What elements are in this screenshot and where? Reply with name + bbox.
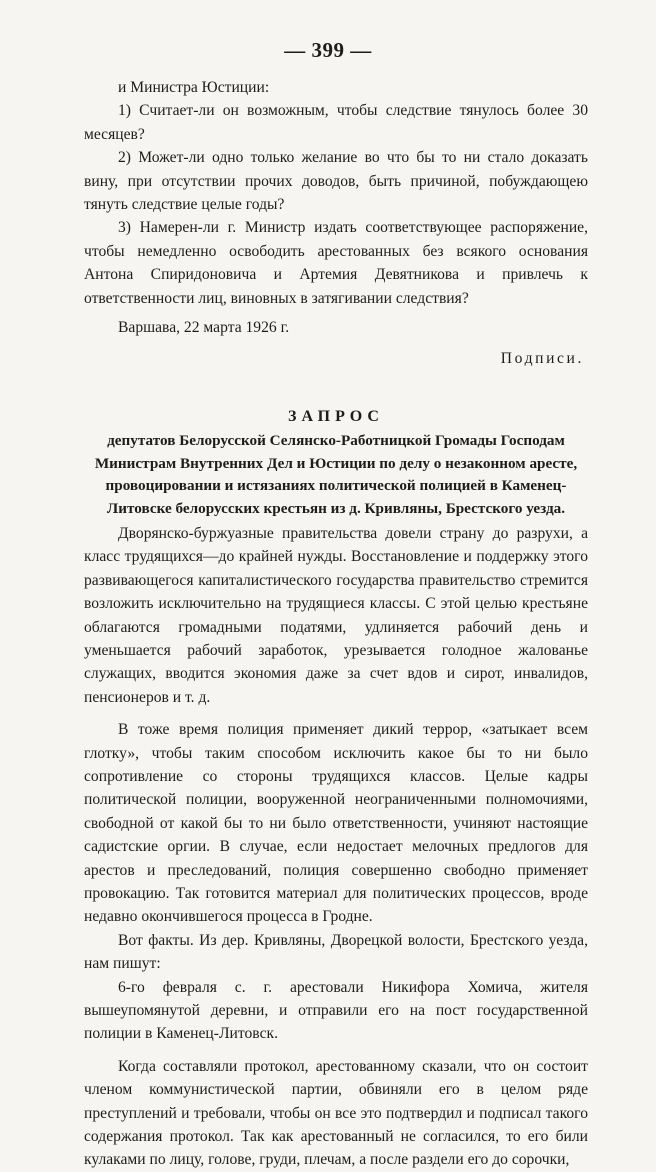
paragraph-1: Дворянско-буржуазные правительства довели страну до разрухи, а класс трудящихся—до крайней нужды. Восстановление и поддержку этого развивающегося капиталистического государства правительство стремится возложить исключительно на трудящиеся классы. С этой целью крестьяне облагаются громадными податями, удлиняется рабочий день и уменьшается рабочий заработок, урезывается голодное жалованье служащих, вводится экономия даже за счет вдов и сирот, инвалидов, пенсионеров и т. д. <box>84 524 588 706</box>
ministry-line: и Министра Юстиции: <box>118 79 270 96</box>
page-number: — 399 — <box>284 38 372 62</box>
paragraph-5: Когда составляли протокол, арестованному сказали, что он состоит членом коммунистической партии, обвиняли его в целом ряде преступлений и требовали, чтобы он все это подтвердил и подписал такого содержания протокол. Так как арестованный не согласился, то его били кулаками по лицу, голове, груди, плечам, а после раздели его до сорочки, <box>84 1057 588 1169</box>
question-3: 3) Намерен-ли г. Министр издать соответствующее распоряжение, чтобы немедленно освободить арестованных без всякого основания Антона Спиридоновича и Артемия Девятникова и привлечь к ответственности лиц, виновных в затягивании следствия? <box>84 219 588 307</box>
date-line: Варшава, 22 марта 1926 г. <box>118 319 290 337</box>
signature-line: Подписи. <box>500 350 584 368</box>
inquiry-heading: ЗАПРОС <box>288 407 384 425</box>
question-2: 2) Может-ли одно только желание во что бы то ни стало доказать вину, при отсутствии прочих доводов, быть причиной, побуждающею тянуть следствие целые годы? <box>84 149 588 214</box>
question-1: 1) Считает-ли он возможным, чтобы следствие тянулось более 30 месяцев? <box>84 102 588 143</box>
paragraph-2: В тоже время полиция применяет дикий террор, «затыкает всем глотку», чтобы таким способом исключить какое бы то ни было сопротивление со стороны трудящихся классов. Целые кадры политической полиции, вооруженной неограниченными полномочиями, свободной от какой бы то ни было ответственности, учиняют настоящие садистские оргии. В случае, если недостает мелочных предлогов для арестов и преследований, полиция совершенно свободно применяет провокацию. Так готовится материал для политических процессов, вроде недавно окончившегося процесса в Гродне. <box>84 721 588 926</box>
inquiry-subheading: депутатов Белорусской Селянско-Работницкой Громады Господам Министрам Внутренних Дел и Юстиции по делу о незаконном аресте, провоцировании и истязаниях политической полицией в Каменец-Литовске белорусских крестьян из д. Кривляны, Брестского уезда. <box>94 432 578 517</box>
paragraph-4: 6-го февраля с. г. арестовали Никифора Хомича, жителя вышеупомянутой деревни, и отправили его на пост государственной полиции в Каменец-Литовск. <box>84 978 588 1043</box>
page-body <box>84 76 588 1172</box>
paragraph-3: Вот факты. Из дер. Кривляны, Дворецкой волости, Брестского уезда, нам пишут: <box>84 931 588 973</box>
